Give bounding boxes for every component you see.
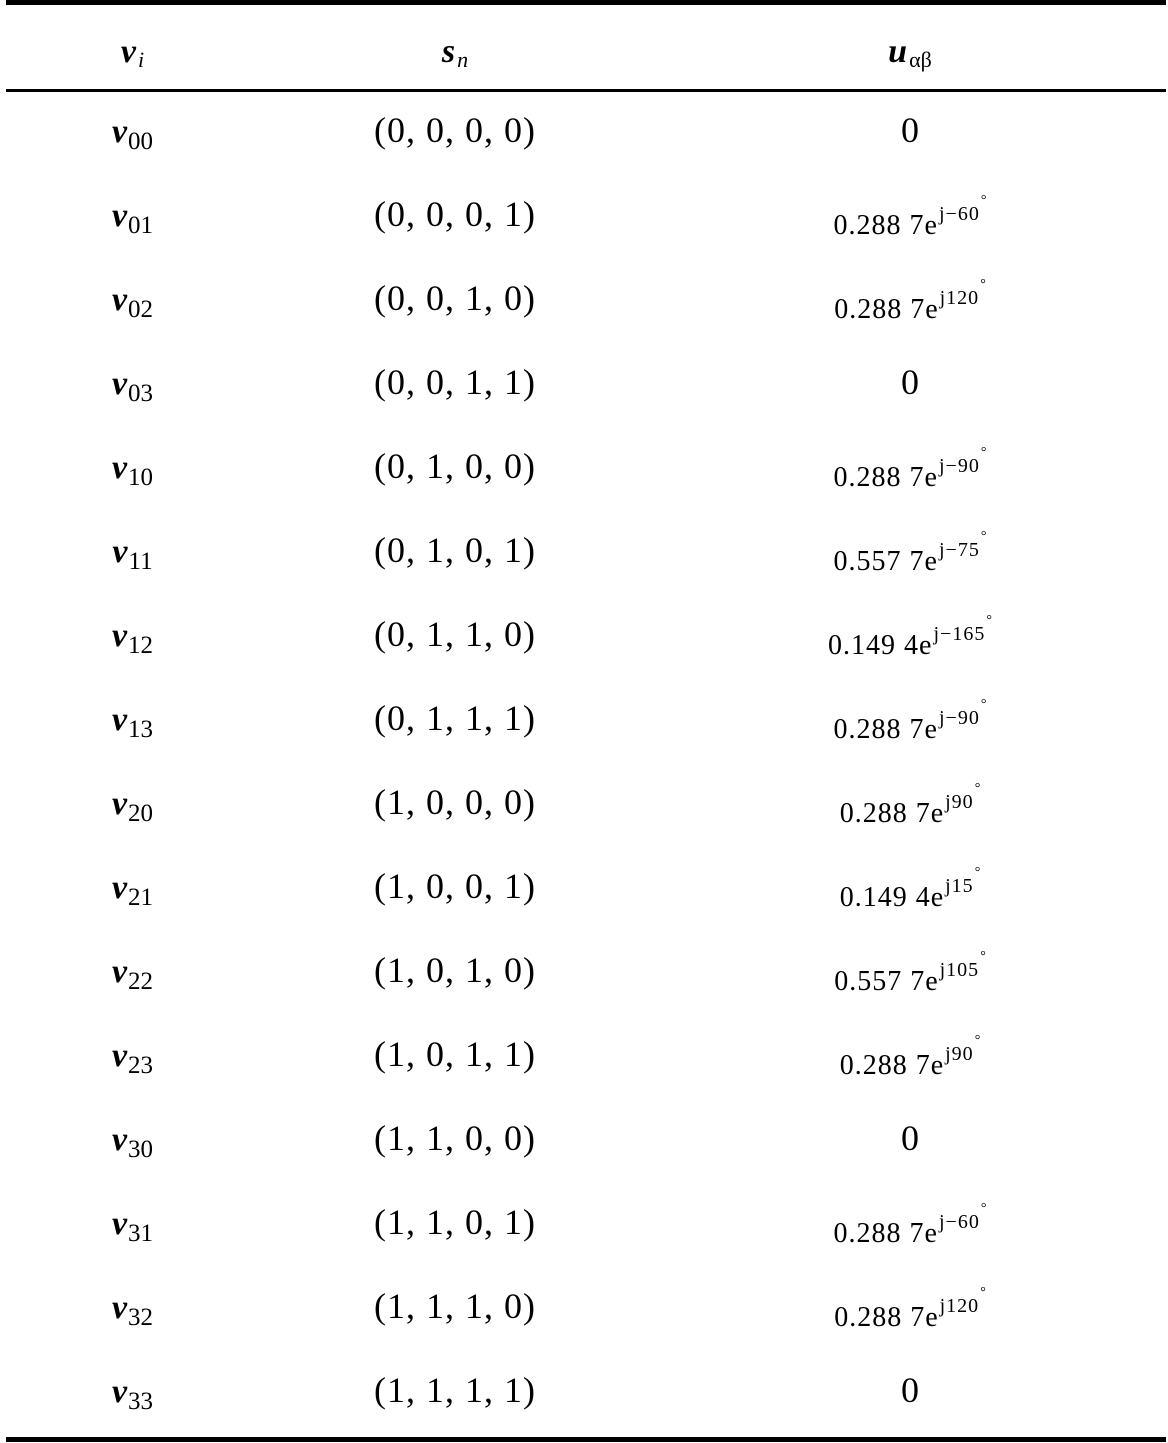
voltage-vector-cell	[700, 850, 1120, 934]
voltage-phasor	[828, 613, 992, 662]
switching-state-value: (0, 0, 1, 1)	[374, 362, 536, 402]
header-voltage-vector	[700, 22, 1120, 82]
switching-state-value: (0, 1, 1, 1)	[374, 698, 536, 738]
vector-subscript: 33	[128, 1388, 154, 1415]
vector-subscript: 00	[128, 128, 154, 155]
voltage-phase-exponent: j−90	[938, 455, 980, 477]
voltage-vector-cell	[700, 766, 1120, 850]
switching-state-value: (0, 1, 0, 0)	[374, 446, 536, 486]
degree-symbol: °	[980, 277, 986, 292]
table-row	[0, 1186, 1168, 1270]
vector-label-cell	[40, 262, 225, 346]
table-row	[0, 94, 1168, 178]
switching-state-value: (0, 0, 1, 0)	[374, 278, 536, 318]
table-top-rule	[6, 0, 1166, 5]
voltage-magnitude: 0.288 7e	[833, 462, 938, 493]
voltage-zero-value: 0	[901, 110, 919, 150]
switching-state-cell	[290, 346, 620, 430]
switching-state-cell	[290, 262, 620, 346]
vector-subscript: 10	[128, 464, 154, 491]
switching-state-cell	[290, 934, 620, 1018]
voltage-phasor	[833, 193, 987, 242]
switching-state-cell	[290, 178, 620, 262]
table-row	[0, 766, 1168, 850]
table-header	[0, 22, 1168, 82]
switching-state-cell	[290, 1186, 620, 1270]
voltage-vector-cell	[700, 430, 1120, 514]
switching-state-cell	[290, 514, 620, 598]
header-state-subscript: n	[457, 47, 469, 72]
vector-subscript: 01	[128, 212, 154, 239]
switching-state-value: (1, 1, 0, 0)	[374, 1118, 536, 1158]
vector-symbol: v	[111, 113, 128, 150]
vector-symbol: v	[111, 701, 128, 738]
voltage-magnitude: 0.557 7e	[834, 966, 939, 997]
voltage-phasor	[833, 1201, 987, 1250]
switching-state-cell	[290, 94, 620, 178]
table-row	[0, 430, 1168, 514]
switching-state-value: (1, 1, 1, 1)	[374, 1370, 536, 1410]
vector-subscript: 12	[128, 632, 154, 659]
vector-symbol: v	[111, 197, 128, 234]
vector-label-cell	[40, 1186, 225, 1270]
vector-subscript: 30	[128, 1136, 154, 1163]
voltage-phasor	[833, 697, 987, 746]
voltage-magnitude: 0.288 7e	[833, 714, 938, 745]
vector-label-cell	[40, 94, 225, 178]
table-row	[0, 514, 1168, 598]
voltage-phasor	[834, 949, 986, 998]
vector-subscript: 03	[128, 380, 154, 407]
table-row	[0, 850, 1168, 934]
table-row	[0, 1354, 1168, 1438]
degree-symbol: °	[980, 445, 987, 460]
switching-state-cell	[290, 1018, 620, 1102]
voltage-magnitude: 0.288 7e	[839, 1050, 945, 1081]
vector-label-cell	[40, 1102, 225, 1186]
vector-label-cell	[40, 1270, 225, 1354]
voltage-vector-cell	[700, 94, 1120, 178]
switching-state-value: (0, 1, 1, 0)	[374, 614, 536, 654]
switching-state-value: (1, 1, 1, 0)	[374, 1286, 536, 1326]
voltage-phase-exponent: j90	[945, 1043, 974, 1065]
vector-subscript: 21	[128, 884, 154, 911]
voltage-vector-cell	[700, 934, 1120, 1018]
degree-symbol: °	[980, 529, 987, 544]
vector-subscript: 11	[128, 548, 153, 575]
vector-label-cell	[40, 850, 225, 934]
voltage-magnitude: 0.288 7e	[833, 1218, 938, 1249]
voltage-phase-exponent: j120	[939, 287, 980, 309]
vector-symbol: v	[111, 1121, 128, 1158]
degree-symbol: °	[980, 1285, 986, 1300]
voltage-phase-exponent: j−90	[938, 707, 980, 729]
switching-state-value: (1, 0, 1, 1)	[374, 1034, 536, 1074]
voltage-magnitude: 0.288 7e	[834, 294, 939, 325]
voltage-phasor	[839, 1033, 981, 1082]
vector-symbol: v	[111, 953, 128, 990]
vector-symbol: v	[111, 785, 128, 822]
voltage-zero-value: 0	[901, 1370, 919, 1410]
table-bottom-rule	[6, 1437, 1166, 1442]
vector-label-cell	[40, 178, 225, 262]
voltage-phasor	[834, 1285, 986, 1334]
vector-subscript: 13	[128, 716, 154, 743]
voltage-vector-cell	[700, 1270, 1120, 1354]
voltage-magnitude: 0.288 7e	[839, 798, 945, 829]
vector-symbol: v	[111, 1289, 128, 1326]
voltage-phase-exponent: j−75	[938, 539, 980, 561]
voltage-vector-cell	[700, 1354, 1120, 1438]
degree-symbol: °	[980, 949, 986, 964]
switching-state-cell	[290, 1102, 620, 1186]
switching-state-value: (1, 0, 0, 0)	[374, 782, 536, 822]
voltage-zero-value: 0	[901, 362, 919, 402]
voltage-phasor	[833, 445, 987, 494]
voltage-phase-exponent: j15	[945, 875, 974, 897]
voltage-magnitude: 0.149 4e	[828, 630, 933, 661]
vector-label-cell	[40, 1354, 225, 1438]
vector-symbol: v	[111, 449, 128, 486]
table-row	[0, 262, 1168, 346]
voltage-vector-cell	[700, 178, 1120, 262]
vector-label-cell	[40, 1018, 225, 1102]
switching-state-value: (1, 1, 0, 1)	[374, 1202, 536, 1242]
voltage-vector-cell	[700, 514, 1120, 598]
table-header-rule	[6, 89, 1166, 92]
voltage-vector-cell	[700, 598, 1120, 682]
vector-subscript: 32	[128, 1304, 154, 1331]
vector-symbol: v	[112, 533, 128, 570]
header-vector-index	[40, 22, 225, 82]
switching-state-value: (0, 1, 0, 1)	[374, 530, 536, 570]
vector-subscript: 20	[128, 800, 154, 827]
degree-symbol: °	[980, 1201, 987, 1216]
table-row	[0, 346, 1168, 430]
table-row	[0, 1018, 1168, 1102]
switching-state-cell	[290, 682, 620, 766]
vector-symbol: v	[111, 1205, 128, 1242]
voltage-vector-cell	[700, 346, 1120, 430]
voltage-phase-exponent: j105	[939, 959, 980, 981]
table-row	[0, 178, 1168, 262]
table-row	[0, 682, 1168, 766]
vector-symbol: v	[111, 1037, 128, 1074]
header-vector-subscript: i	[137, 47, 145, 72]
voltage-vector-cell	[700, 1102, 1120, 1186]
header-state-symbol: s	[441, 33, 456, 70]
voltage-phasor	[834, 277, 986, 326]
vector-subscript: 23	[128, 1052, 154, 1079]
table-row	[0, 1270, 1168, 1354]
degree-symbol: °	[980, 193, 987, 208]
vector-label-cell	[40, 682, 225, 766]
vector-label-cell	[40, 430, 225, 514]
vector-symbol: v	[111, 1373, 128, 1410]
degree-symbol: °	[974, 1033, 981, 1048]
vector-symbol: v	[111, 365, 128, 402]
switching-state-cell	[290, 430, 620, 514]
voltage-phasor	[839, 865, 981, 914]
voltage-magnitude: 0.149 4e	[839, 882, 945, 913]
vector-label-cell	[40, 514, 225, 598]
degree-symbol: °	[974, 865, 981, 880]
voltage-phase-exponent: j−60	[938, 1211, 980, 1233]
header-vector-symbol: v	[120, 33, 136, 70]
voltage-vector-cell	[700, 682, 1120, 766]
header-voltage-symbol: u	[888, 33, 908, 70]
vector-subscript: 22	[128, 968, 154, 995]
degree-symbol: °	[986, 613, 992, 628]
voltage-magnitude: 0.557 7e	[833, 546, 938, 577]
voltage-vector-cell	[700, 262, 1120, 346]
switching-state-value: (1, 0, 0, 1)	[374, 866, 536, 906]
switching-state-value: (0, 0, 0, 1)	[374, 194, 536, 234]
vector-symbol: v	[111, 869, 128, 906]
vector-symbol: v	[111, 281, 128, 318]
table-row	[0, 598, 1168, 682]
switching-state-cell	[290, 598, 620, 682]
voltage-phase-exponent: j120	[939, 1295, 980, 1317]
degree-symbol: °	[980, 697, 987, 712]
vector-label-cell	[40, 934, 225, 1018]
switching-state-cell	[290, 1354, 620, 1438]
table-row	[0, 1102, 1168, 1186]
switching-state-value: (0, 0, 0, 0)	[374, 110, 536, 150]
voltage-magnitude: 0.288 7e	[833, 210, 938, 241]
table-row	[0, 934, 1168, 1018]
switching-state-value: (1, 0, 1, 0)	[374, 950, 536, 990]
switching-state-cell	[290, 850, 620, 934]
header-switching-state	[290, 22, 620, 82]
degree-symbol: °	[974, 781, 981, 796]
voltage-vector-cell	[700, 1186, 1120, 1270]
voltage-zero-value: 0	[901, 1118, 919, 1158]
vector-label-cell	[40, 346, 225, 430]
voltage-phase-exponent: j90	[945, 791, 974, 813]
vector-subscript: 31	[128, 1220, 154, 1247]
header-voltage-subscript: αβ	[909, 47, 932, 72]
switching-state-cell	[290, 1270, 620, 1354]
voltage-vector-cell	[700, 1018, 1120, 1102]
voltage-magnitude: 0.288 7e	[834, 1302, 939, 1333]
voltage-phase-exponent: j−60	[938, 203, 980, 225]
voltage-phasor	[833, 529, 987, 578]
voltage-phasor	[839, 781, 981, 830]
vector-label-cell	[40, 598, 225, 682]
voltage-phase-exponent: j−165	[933, 623, 986, 645]
switching-state-cell	[290, 766, 620, 850]
vector-symbol: v	[111, 617, 128, 654]
vector-subscript: 02	[128, 296, 154, 323]
vector-label-cell	[40, 766, 225, 850]
